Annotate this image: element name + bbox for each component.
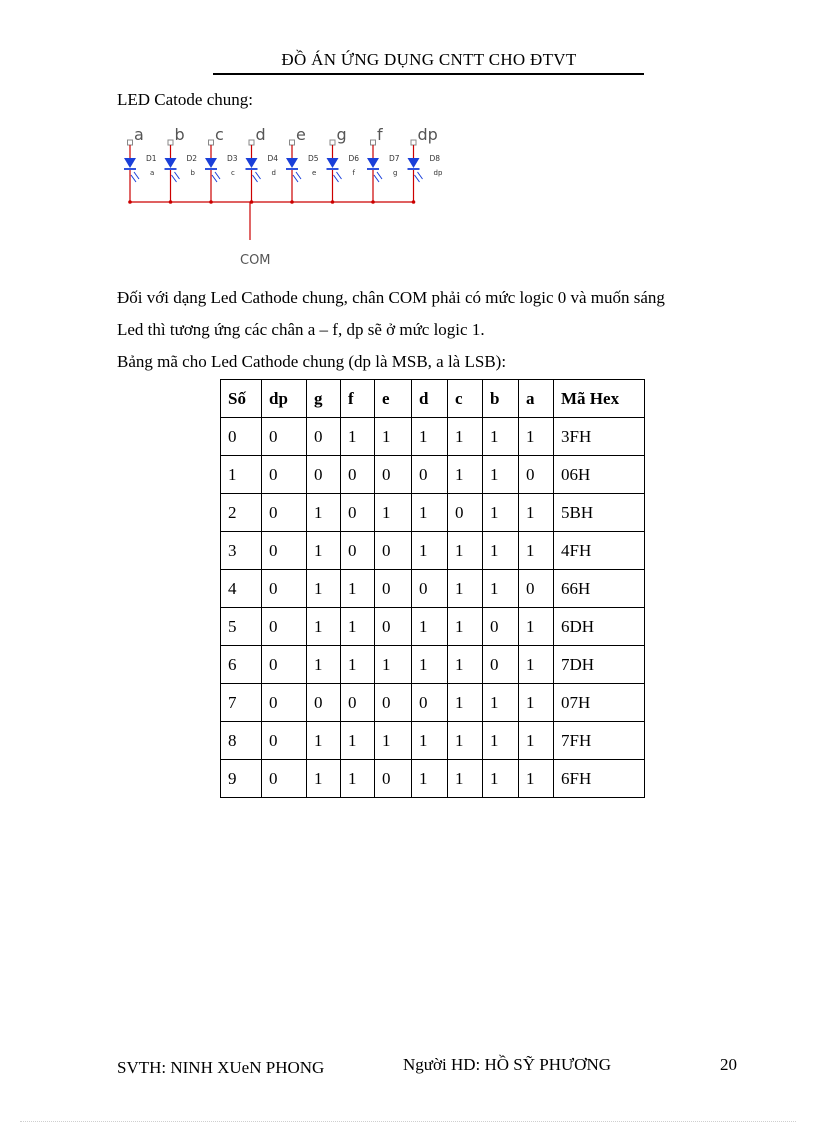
pin-terminal [371,140,376,145]
table-cell: 0 [412,684,448,722]
table-cell: 0 [375,760,412,798]
table-cell: 1 [341,646,375,684]
table-cell: 1 [519,760,554,798]
table-cell: 1 [519,722,554,760]
table-cell: 1 [375,418,412,456]
paragraph-common-cathode-logic: Đối với dạng Led Cathode chung, chân COM phải có mức logic 0 và muốn sáng [117,288,665,307]
segment-label: g [393,169,398,177]
diode-light-ray [172,175,177,182]
pin-terminal [411,140,416,145]
segment-label: c [231,169,235,177]
table-row [221,608,645,646]
diode-light-ray [131,175,136,182]
segment-label: b [190,169,195,177]
table-cell: 0 [412,456,448,494]
com-label: COM [240,253,271,268]
table-cell: 1 [307,570,341,608]
table-cell: 1 [375,494,412,532]
table-header-cell: c [448,380,483,418]
diode-label: D6 [348,154,360,163]
table-cell: 1 [448,722,483,760]
table-cell: 0 [412,570,448,608]
diode-label: D2 [186,154,198,163]
table-cell: 0 [483,608,519,646]
diode-light-ray [256,172,261,179]
table-cell: 1 [412,608,448,646]
diode-symbol [408,158,420,168]
table-cell: 1 [412,646,448,684]
table-cell: 66H [554,570,645,608]
table-cell: 0 [262,760,307,798]
table-cell: 3FH [554,418,645,456]
table-cell: 1 [448,608,483,646]
table-cell: 1 [412,760,448,798]
pin-terminal [209,140,214,145]
table-cell: 0 [375,456,412,494]
led-circuit-diagram [110,118,450,278]
diode-light-ray [337,172,342,179]
table-cell: 0 [262,570,307,608]
diode-light-ray [215,172,220,179]
footer-student: SVTH: NINH XUeN PHONG [117,1058,325,1077]
diode-light-ray [296,172,301,179]
diode-label: D4 [267,154,279,163]
diode-symbol [205,158,217,168]
table-row [221,684,645,722]
page-header-title: ĐỒ ÁN ỨNG DỤNG CNTT CHO ĐTVT [281,50,577,69]
table-cell: 8 [221,722,262,760]
table-cell: 7 [221,684,262,722]
pin-label: g [336,125,347,144]
diode-light-ray [175,172,180,179]
diode-label: D7 [389,154,400,163]
table-header-cell: Mã Hex [554,380,645,418]
table-cell: 3 [221,532,262,570]
table-cell: 1 [412,418,448,456]
table-cell: 0 [375,570,412,608]
table-cell: 0 [519,456,554,494]
table-row [221,494,645,532]
table-cell: 1 [307,494,341,532]
table-row [221,722,645,760]
table-cell: 5BH [554,494,645,532]
table-header-cell: a [519,380,554,418]
table-cell: 1 [341,418,375,456]
pin-terminal [330,140,335,145]
segment-label: e [312,169,317,177]
footer-page-number: 20 [720,1055,737,1074]
table-row [221,646,645,684]
table-row [221,456,645,494]
table-cell: 0 [341,494,375,532]
diode-symbol [367,158,379,168]
diode-light-ray [418,172,423,179]
table-cell: 07H [554,684,645,722]
diode-light-ray [377,172,382,179]
table-cell: 1 [307,722,341,760]
segment-label: dp [433,169,443,177]
table-cell: 6 [221,646,262,684]
pin-label: dp [417,125,438,144]
paragraph-table-caption: Bảng mã cho Led Cathode chung (dp là MSB, a là LSB): [117,352,507,371]
table-cell: 1 [307,532,341,570]
table-header-cell: b [483,380,519,418]
diode-symbol [246,158,258,168]
table-cell: 1 [307,608,341,646]
table-cell: 1 [341,760,375,798]
table-cell: 1 [375,722,412,760]
table-row [221,532,645,570]
diode-symbol [165,158,177,168]
table-cell: 0 [221,418,262,456]
table-cell: 1 [412,722,448,760]
table-cell: 06H [554,456,645,494]
table-cell: 1 [221,456,262,494]
table-cell: 0 [375,684,412,722]
table-cell: 5 [221,608,262,646]
diode-light-ray [415,175,420,182]
table-cell: 1 [483,456,519,494]
diode-label: D5 [308,154,319,163]
table-cell: 6FH [554,760,645,798]
table-cell: 0 [519,570,554,608]
diode-light-ray [334,175,339,182]
table-cell: 0 [262,684,307,722]
table-cell: 0 [341,684,375,722]
table-cell: 4 [221,570,262,608]
pin-label: c [215,125,224,144]
pin-terminal [168,140,173,145]
table-cell: 1 [519,418,554,456]
diode-light-ray [212,175,217,182]
table-cell: 0 [262,608,307,646]
diode-light-ray [253,175,258,182]
table-cell: 1 [412,494,448,532]
table-cell: 1 [448,760,483,798]
table-cell: 1 [448,418,483,456]
table-cell: 1 [341,722,375,760]
diode-symbol [286,158,298,168]
table-cell: 0 [375,532,412,570]
table-cell: 1 [307,760,341,798]
table-cell: 0 [262,646,307,684]
table-cell: 1 [483,760,519,798]
table-cell: 7FH [554,722,645,760]
segment-label: a [150,169,155,177]
diode-symbol [327,158,339,168]
diode-light-ray [374,175,379,182]
table-cell: 1 [341,608,375,646]
table-cell: 0 [262,722,307,760]
table-cell: 4FH [554,532,645,570]
table-cell: 1 [448,646,483,684]
table-header-cell: g [307,380,341,418]
table-cell: 0 [448,494,483,532]
header-rule [213,73,644,75]
table-cell: 1 [483,684,519,722]
table-cell: 0 [262,456,307,494]
segment-code-table [220,379,645,798]
table-cell: 0 [483,646,519,684]
table-cell: 1 [448,684,483,722]
diode-label: D1 [146,154,157,163]
table-cell: 1 [483,722,519,760]
table-cell: 2 [221,494,262,532]
table-cell: 1 [519,494,554,532]
table-cell: 1 [483,570,519,608]
table-cell: 7DH [554,646,645,684]
table-cell: 1 [519,646,554,684]
table-row [221,418,645,456]
table-cell: 1 [483,418,519,456]
table-cell: 9 [221,760,262,798]
table-cell: 1 [448,456,483,494]
pin-terminal [128,140,133,145]
table-cell: 0 [307,418,341,456]
footer-advisor: Người HD: HỒ SỸ PHƯƠNG [403,1055,612,1074]
section-label: LED Catode chung: [117,90,253,109]
pin-label: b [174,125,185,144]
diode-light-ray [134,172,139,179]
table-header-cell: d [412,380,448,418]
diode-symbol [124,158,136,168]
table-cell: 1 [341,570,375,608]
table-cell: 1 [375,646,412,684]
table-cell: 1 [483,494,519,532]
bottom-dotted-rule [20,1121,796,1122]
table-cell: 0 [262,418,307,456]
table-cell: 0 [262,494,307,532]
pin-terminal [290,140,295,145]
pin-label: d [255,125,266,144]
diode-light-ray [293,175,298,182]
table-cell: 1 [519,608,554,646]
table-cell: 1 [519,684,554,722]
table-cell: 1 [412,532,448,570]
table-cell: 0 [341,532,375,570]
table-cell: 0 [262,532,307,570]
table-header-cell: Số [221,380,262,418]
table-cell: 1 [519,532,554,570]
diode-label: D3 [227,154,238,163]
table-header-row [221,380,645,418]
table-cell: 1 [448,570,483,608]
table-cell: 1 [448,532,483,570]
segment-label: f [352,169,355,177]
pin-label: e [296,125,306,144]
paragraph-pin-logic: Led thì tương ứng các chân a – f, dp sẽ ở mức logic 1. [117,320,485,339]
table-cell: 0 [307,684,341,722]
table-header-cell: e [375,380,412,418]
table-cell: 0 [307,456,341,494]
table-cell: 0 [375,608,412,646]
pin-label: a [134,125,144,144]
table-cell: 0 [341,456,375,494]
table-header-cell: f [341,380,375,418]
pin-terminal [249,140,254,145]
table-header-cell: dp [262,380,307,418]
table-cell: 1 [483,532,519,570]
table-row [221,760,645,798]
table-cell: 1 [307,646,341,684]
segment-label: d [271,169,276,177]
table-row [221,570,645,608]
table-cell: 6DH [554,608,645,646]
pin-label: f [377,125,383,144]
diode-label: D8 [429,154,441,163]
